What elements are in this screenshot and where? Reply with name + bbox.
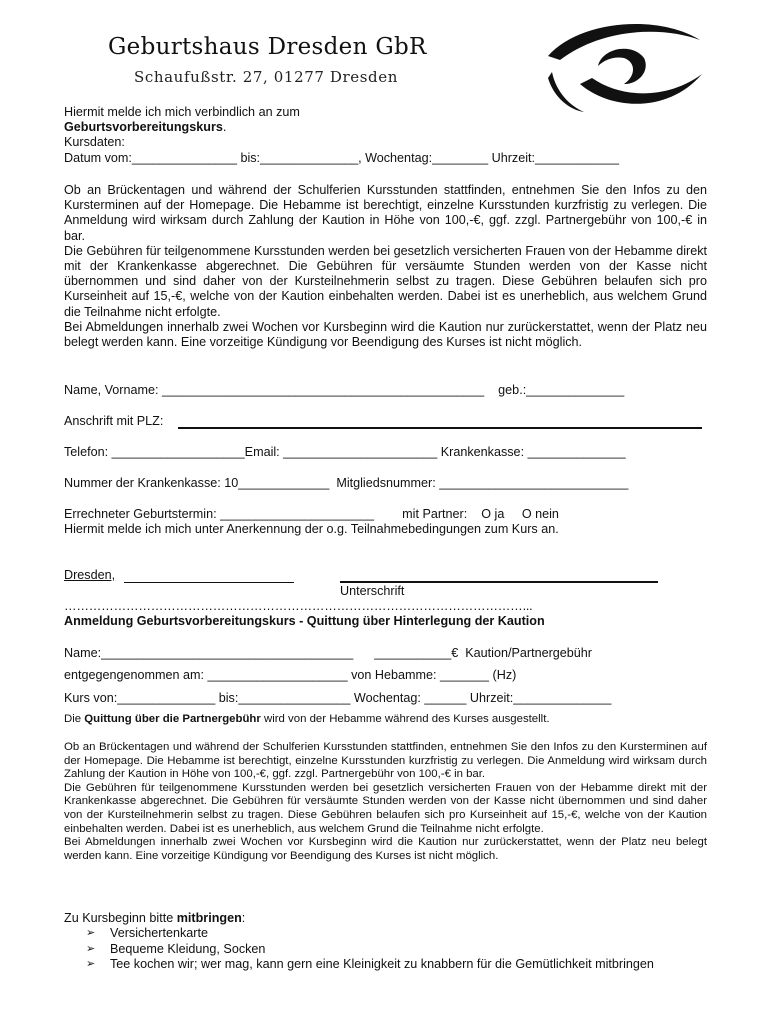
address-label: Anschrift mit PLZ: xyxy=(64,414,164,428)
receipt-name-field[interactable]: Name:____________________________________ ___________€ Kaution/Partnergebühr xyxy=(64,646,593,660)
receipt-note-post: wird von der Hebamme während des Kurses ausgestellt. xyxy=(260,713,550,725)
list-item: ➢ Tee kochen wir; wer mag, kann gern eine Kleinigkeit zu knabbern für die Gemütlichkeit mitbringen xyxy=(64,957,707,972)
bring-intro xyxy=(64,911,707,926)
bring-list xyxy=(64,926,707,972)
terms-block xyxy=(64,183,707,350)
terms-paragraph-3: Bei Abmeldungen innerhalb zwei Wochen vor Kursbeginn wird die Kaution nur zurückerstattet, wenn der Platz neu belegt werden kann. Eine vorzeitige Kündigung vor Beendigung des Kurses ist nicht möglich. xyxy=(64,319,707,350)
receipt-course-field[interactable]: Kurs von:______________ bis:________________ Wochentag: ______ Uhrzeit:______________ xyxy=(64,691,612,705)
date-field[interactable] xyxy=(124,568,294,583)
terms-small-paragraph-1: Ob an Brückentagen und während der Schulferien Kursstunden stattfinden, entnehmen Sie den Infos zu den Kursterminen auf der Homepage. Die Hebamme ist berechtigt, einzelne Kursstunden kurzfristig zu verlegen. Die Anmeldung wird wirksam durch Zahlung der Kaution in Höhe von 100,-€, ggf. zzgl. Partnergebühr von 100,-€ in bar. xyxy=(64,741,707,781)
terms-paragraph-1: Ob an Brückentagen und während der Schulferien Kursstunden stattfinden, entnehmen Sie den Infos zu den Kursterminen auf der Homepage. Die Hebamme ist berechtigt, einzelne Kursstunden kurzfristig zu verlegen. Die Anmeldung wird wirksam durch Zahlung der Kaution in Höhe von 100,-€, ggf. zzgl. Partnergebühr von 100,-€ in bar. xyxy=(64,183,707,243)
bring-intro-pre: Zu Kursbeginn bitte xyxy=(64,911,177,925)
list-item: ➢ Versichertenkarte xyxy=(64,926,707,941)
cut-line: …………………………………………………………………………………………………... xyxy=(64,599,533,613)
receipt-title: Anmeldung Geburtsvorbereitungskurs - Quittung über Hinterlegung der Kaution xyxy=(64,614,545,628)
course-name-line xyxy=(64,120,707,135)
address-field[interactable] xyxy=(178,414,702,429)
signature-field[interactable] xyxy=(340,568,658,583)
receipt-received-field[interactable]: entgegengenommen am: ____________________ von Hebamme: _______ (Hz) xyxy=(64,668,517,682)
course-dates-field[interactable]: Datum vom:_______________ bis:______________, Wochentag:________ Uhrzeit:____________ xyxy=(64,150,620,165)
place-label: Dresden, xyxy=(64,568,116,582)
terms-small-paragraph-2: Die Gebühren für teilgenommene Kursstunden werden bei gesetzlich versicherten Frauen von der Hebamme direkt mit der Krankenkasse abgerechnet. Die Gebühren für versäumte Stunden werden von der Kasse nicht übernommen und sind daher von der Kursteilnehmerin selbst zu tragen. Diese Gebühren belaufen sich pro Kurseinheit auf 15,-€, welche von der Kaution einbehalten werden. Dabei ist es unerheblich, aus welchem Grund die Teilnahme nicht erfolgte. xyxy=(64,781,707,835)
receipt-note xyxy=(64,713,550,725)
bring-intro-post: : xyxy=(241,911,246,925)
org-title: Geburtshaus Dresden GbR xyxy=(108,34,427,60)
terms-small-block xyxy=(64,741,707,863)
list-item: ➢ Bequeme Kleidung, Socken xyxy=(64,942,707,957)
signature-label: Unterschrift xyxy=(340,584,405,598)
bring-block xyxy=(64,911,707,973)
intro-block xyxy=(64,105,707,166)
kursdaten-label: Kursdaten: xyxy=(64,135,125,150)
course-name: Geburtsvorbereitungskurs xyxy=(64,120,223,135)
course-suffix: . xyxy=(222,120,227,135)
org-address: Schaufußstr. 27, 01277 Dresden xyxy=(134,68,398,86)
terms-paragraph-2: Die Gebühren für teilgenommene Kursstunden werden bei gesetzlich versicherten Frauen von der Hebamme direkt mit der Krankenkasse abgerechnet. Die Gebühren für versäumte Stunden werden von der Kasse nicht übernommen und sind daher von der Kursteilnehmerin selbst zu tragen. Diese Gebühren belaufen sich pro Kurseinheit auf 15,-€, welche von der Kaution einbehalten werden. Dabei ist es unerheblich, aus welchem Grund die Teilnahme nicht erfolgte. xyxy=(64,243,707,319)
terms-small-paragraph-3: Bei Abmeldungen innerhalb zwei Wochen vor Kursbeginn wird die Kaution nur zurückerstattet, wenn der Platz neu belegt werden kann. Eine vorzeitige Kündigung vor Beendigung des Kurses ist nicht möglich. xyxy=(64,836,707,862)
contact-field[interactable]: Telefon: ___________________Email: ______________________ Krankenkasse: ______________ xyxy=(64,445,626,459)
receipt-note-bold: Quittung über die Partnergebühr xyxy=(84,713,261,725)
due-date-field[interactable]: Errechneter Geburtstermin: ______________________ mit Partner: O ja O nein xyxy=(64,507,559,521)
name-field[interactable]: Name, Vorname: ______________________________________________ geb.:______________ xyxy=(64,383,625,397)
confirmation-text: Hiermit melde ich mich unter Anerkennung der o.g. Teilnahmebedingungen zum Kurs an. xyxy=(64,522,559,536)
bring-intro-bold: mitbringen xyxy=(176,911,242,925)
receipt-note-pre: Die xyxy=(64,713,85,725)
insurance-field[interactable]: Nummer der Krankenkasse: 10_____________ Mitgliedsnummer: ___________________________ xyxy=(64,476,629,490)
intro-line: Hiermit melde ich mich verbindlich an zum xyxy=(64,105,300,119)
